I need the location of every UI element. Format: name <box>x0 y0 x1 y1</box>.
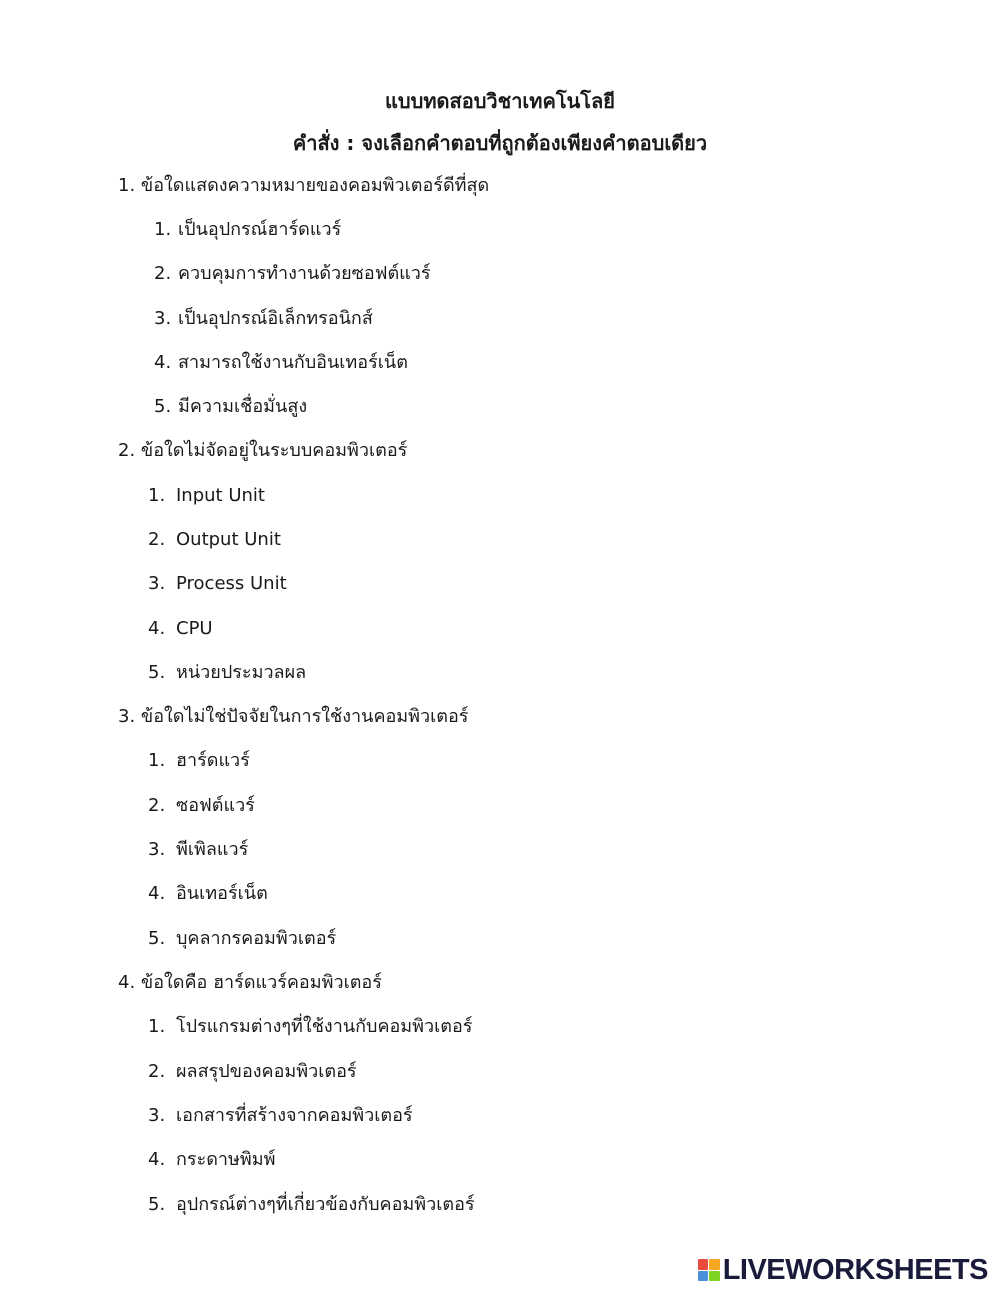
logo-square-3 <box>698 1271 709 1282</box>
question-3-option-3[interactable] <box>148 836 248 864</box>
option-text: เป็นอุปกรณ์อิเล็กทรอนิกส์ <box>178 308 373 329</box>
option-number: 2. <box>154 263 172 284</box>
logo-square-1 <box>698 1259 709 1270</box>
question-2-option-2[interactable] <box>148 526 281 554</box>
question-1-option-1[interactable] <box>154 216 341 244</box>
option-number: 4. <box>148 883 166 904</box>
option-text: Process Unit <box>176 573 287 594</box>
question-1-option-2[interactable] <box>154 260 431 288</box>
question-2: 2. ข้อใดไม่จัดอยู่ในระบบคอมพิวเตอร์ <box>118 440 408 461</box>
option-text: Output Unit <box>176 529 281 550</box>
option-number: 5. <box>148 662 166 683</box>
option-number: 2. <box>148 1061 166 1082</box>
option-number: 1. <box>148 1016 166 1037</box>
option-text: สามารถใช้งานกับอินเทอร์เน็ต <box>178 352 408 373</box>
question-2-option-3[interactable] <box>148 570 287 598</box>
option-text: พีเพิลแวร์ <box>176 839 249 860</box>
option-text: ควบคุมการทำงานด้วยซอฟต์แวร์ <box>178 263 431 284</box>
question-3-option-4[interactable] <box>148 880 268 908</box>
option-number: 1. <box>148 485 166 506</box>
logo-square-4 <box>709 1271 720 1282</box>
option-text: หน่วยประมวลผล <box>176 662 307 683</box>
option-number: 1. <box>154 219 172 240</box>
option-number: 3. <box>148 573 166 594</box>
question-3-option-1[interactable] <box>148 747 250 775</box>
option-text: กระดาษพิมพ์ <box>176 1149 276 1170</box>
option-number: 2. <box>148 529 166 550</box>
option-number: 4. <box>148 1149 166 1170</box>
option-text: เอกสารที่สร้างจากคอมพิวเตอร์ <box>176 1105 413 1126</box>
option-text: ซอฟต์แวร์ <box>176 795 255 816</box>
option-text: อินเทอร์เน็ต <box>176 883 268 904</box>
option-number: 2. <box>148 795 166 816</box>
option-text: อุปกรณ์ต่างๆที่เกี่ยวข้องกับคอมพิวเตอร์ <box>176 1194 475 1215</box>
option-number: 5. <box>154 396 172 417</box>
option-number: 4. <box>154 352 172 373</box>
option-text: มีความเชื่อมั่นสูง <box>178 396 308 417</box>
option-number: 1. <box>148 750 166 771</box>
logo-square-2 <box>709 1259 720 1270</box>
option-number: 3. <box>154 308 172 329</box>
option-number: 4. <box>148 618 166 639</box>
question-4-option-2[interactable] <box>148 1058 357 1086</box>
option-text: โปรแกรมต่างๆที่ใช้งานกับคอมพิวเตอร์ <box>176 1016 473 1037</box>
option-number: 3. <box>148 1105 166 1126</box>
question-4-option-4[interactable] <box>148 1146 276 1174</box>
liveworksheets-watermark <box>698 1254 988 1286</box>
question-4-option-3[interactable] <box>148 1102 413 1130</box>
option-text: ผลสรุปของคอมพิวเตอร์ <box>176 1061 357 1082</box>
option-text: ฮาร์ดแวร์ <box>176 750 250 771</box>
question-4: 4. ข้อใดคือ ฮาร์ดแวร์คอมพิวเตอร์ <box>118 972 382 993</box>
question-3: 3. ข้อใดไม่ใช่ปัจจัยในการใช้งานคอมพิวเตอร์ <box>118 706 469 727</box>
liveworksheets-logo-icon <box>698 1259 720 1281</box>
question-1-option-5[interactable] <box>154 393 307 421</box>
question-4-option-5[interactable] <box>148 1191 475 1219</box>
question-4-option-1[interactable] <box>148 1013 472 1041</box>
option-number: 5. <box>148 1194 166 1215</box>
question-2-option-1[interactable] <box>148 482 265 510</box>
option-text: CPU <box>176 618 213 639</box>
option-text: บุคลากรคอมพิวเตอร์ <box>176 928 337 949</box>
question-2-option-4[interactable] <box>148 615 213 643</box>
option-number: 5. <box>148 928 166 949</box>
question-1-option-4[interactable] <box>154 349 408 377</box>
question-3-option-2[interactable] <box>148 792 255 820</box>
option-text: เป็นอุปกรณ์ฮาร์ดแวร์ <box>178 219 342 240</box>
question-2-option-5[interactable] <box>148 659 306 687</box>
option-number: 3. <box>148 839 166 860</box>
question-1: 1. ข้อใดแสดงความหมายของคอมพิวเตอร์ดีที่สุด <box>118 175 490 196</box>
watermark-text: LIVEWORKSHEETS <box>722 1254 988 1286</box>
page-title: แบบทดสอบวิชาเทคโนโลยี <box>385 89 615 113</box>
option-text: Input Unit <box>176 485 265 506</box>
question-1-option-3[interactable] <box>154 305 373 333</box>
question-3-option-5[interactable] <box>148 925 336 953</box>
instruction: คำสั่ง : จงเลือกคำตอบที่ถูกต้องเพียงคำตอบเดียว <box>292 131 708 155</box>
